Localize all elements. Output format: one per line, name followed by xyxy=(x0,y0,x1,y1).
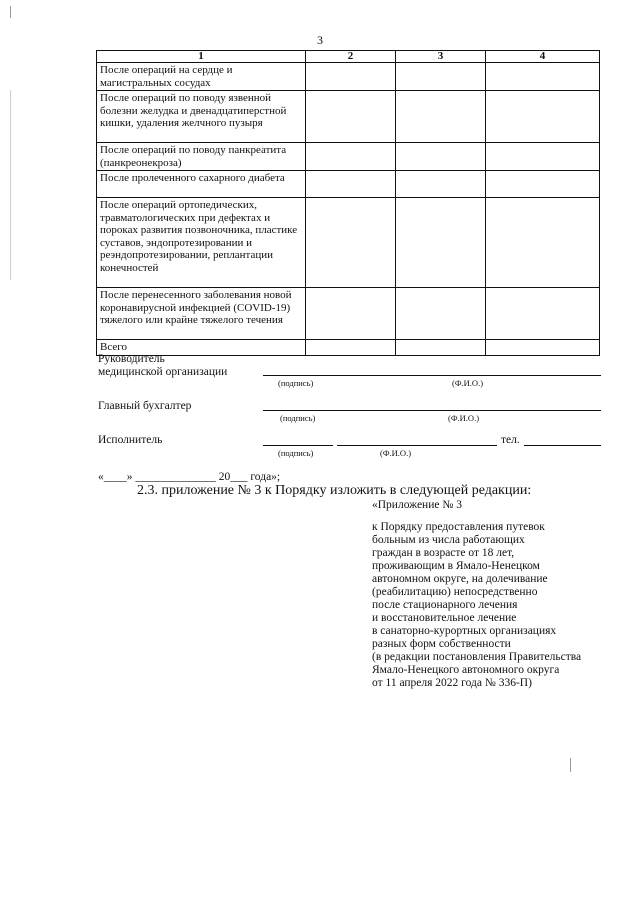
executor-label: Исполнитель xyxy=(98,434,163,446)
row-label: Всего xyxy=(97,340,306,356)
table-row xyxy=(97,288,600,340)
appendix-line: больным из числа работающих xyxy=(372,534,525,546)
table-header-cell: 1 xyxy=(97,51,306,63)
table-cell xyxy=(486,143,600,171)
appendix-line: к Порядку предоставления путевок xyxy=(372,521,545,533)
appendix-line: и восстановительное лечение xyxy=(372,612,517,624)
table-row xyxy=(97,91,600,143)
table-cell xyxy=(306,340,396,356)
table-cell xyxy=(306,63,396,91)
table-row xyxy=(97,143,600,171)
statistics-table xyxy=(96,50,600,356)
table-cell xyxy=(306,288,396,340)
executor-name-caption: (Ф.И.О.) xyxy=(380,448,412,458)
table-cell xyxy=(486,91,600,143)
appendix-line: (реабилитацию) непосредственно xyxy=(372,586,538,598)
appendix-text xyxy=(372,521,581,690)
head-signature-line xyxy=(263,375,601,376)
scan-mark-left-top xyxy=(10,6,11,18)
executor-phone-line xyxy=(524,445,601,446)
scan-mark-right xyxy=(570,758,571,772)
scan-mark-left xyxy=(10,90,11,280)
chief-accountant-name-caption: (Ф.И.О.) xyxy=(448,413,480,423)
head-label xyxy=(98,353,227,379)
appendix-line: проживающим в Ямало-Ненецком xyxy=(372,560,540,572)
amendment-heading: 2.3. приложение № 3 к Порядку изложить в следующей редакции: xyxy=(137,483,532,498)
table-cell xyxy=(306,143,396,171)
table-cell xyxy=(486,198,600,288)
table-row xyxy=(97,63,600,91)
head-label-line1: Руководитель xyxy=(98,353,165,365)
executor-phone-label: тел. xyxy=(501,434,520,446)
table-header-row xyxy=(97,51,600,63)
table-cell xyxy=(396,340,486,356)
appendix-line: (в редакции постановления Правительства xyxy=(372,651,582,663)
chief-accountant-signature-caption: (подпись) xyxy=(280,413,316,423)
executor-signature-caption: (подпись) xyxy=(278,448,314,458)
row-label: После операций на сердце и магистральных сосудах xyxy=(97,63,306,91)
row-label: После пролеченного сахарного диабета xyxy=(97,171,306,198)
table-cell xyxy=(486,63,600,91)
executor-name-line xyxy=(337,445,497,446)
table-cell xyxy=(396,288,486,340)
appendix-title: «Приложение № 3 xyxy=(372,499,462,511)
row-label: После операций ортопедических, травматологических при дефектах и пороках развития позвоночника, пластике суставов, эндопротезировании и реэндопротезировании, реплантации конечностей xyxy=(97,198,306,288)
table-row xyxy=(97,171,600,198)
executor-signature-line xyxy=(263,445,333,446)
head-label-line2: медицинской организации xyxy=(98,366,228,378)
table-cell xyxy=(396,171,486,198)
table-cell xyxy=(306,91,396,143)
appendix-line: граждан в возрасте от 18 лет, xyxy=(372,547,515,559)
appendix-line: Ямало-Ненецкого автономного округа xyxy=(372,664,560,676)
row-label: После перенесенного заболевания новой коронавирусной инфекцией (COVID-19) тяжелого или крайне тяжелого течения xyxy=(97,288,306,340)
appendix-line: после стационарного лечения xyxy=(372,599,518,611)
chief-accountant-signature-line xyxy=(263,410,601,411)
table-cell xyxy=(486,288,600,340)
table-cell xyxy=(306,171,396,198)
table-header-cell: 4 xyxy=(486,51,600,63)
appendix-line: от 11 апреля 2022 года № 336-П) xyxy=(372,677,532,689)
row-label: После операций по поводу панкреатита (панкреонекроза) xyxy=(97,143,306,171)
chief-accountant-label: Главный бухгалтер xyxy=(98,400,192,412)
table-cell xyxy=(306,198,396,288)
table-cell xyxy=(396,198,486,288)
table-header-cell: 2 xyxy=(306,51,396,63)
table-header-cell: 3 xyxy=(396,51,486,63)
table-row xyxy=(97,198,600,288)
table-cell xyxy=(486,171,600,198)
row-label: После операций по поводу язвенной болезни желудка и двенадцатиперстной кишки, удаления желчного пузыря xyxy=(97,91,306,143)
table-cell xyxy=(396,91,486,143)
head-signature-caption: (подпись) xyxy=(278,378,314,388)
head-name-caption: (Ф.И.О.) xyxy=(452,378,484,388)
appendix-line: разных форм собственности xyxy=(372,638,511,650)
date-line: «____» ______________ 20___ года»; xyxy=(98,471,281,483)
table-cell xyxy=(486,340,600,356)
page-number: 3 xyxy=(317,33,323,47)
appendix-line: в санаторно-курортных организациях xyxy=(372,625,557,637)
appendix-line: автономном округе, на долечивание xyxy=(372,573,548,585)
table-cell xyxy=(396,63,486,91)
table-cell xyxy=(396,143,486,171)
